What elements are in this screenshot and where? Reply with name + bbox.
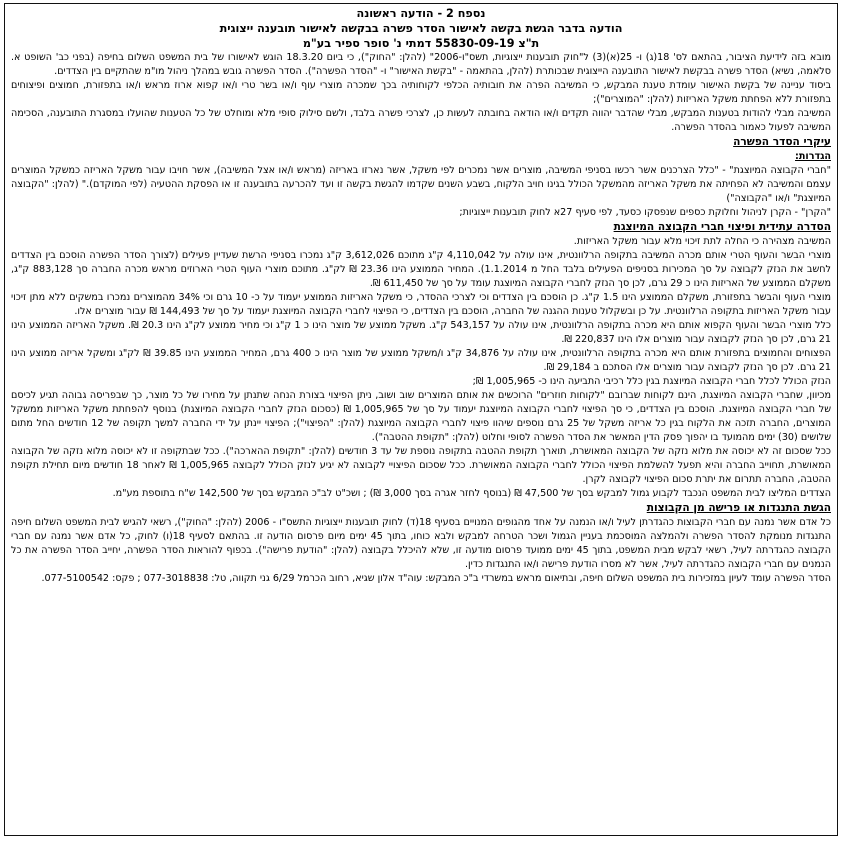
compensation-paragraph-8: ככל שסכום זה לא יכוסה את מלוא נזקה של הקבוצה המאושרת, תוארך תקופת ההטבה בתקופה נוספת של עד 3 חודשים (להלן: "תקופת ההארכה"). ככל שבתקופה זו לא יכוסה מלוא נזקה של הקבוצה המאושרת, תחוייב החברה והיא תפעל להשלמת הפיצוי הכולל לחברי הקבוצה המאושרת. ככל שסכום הפיצויי לקבוצה לא יגיע לנזק הכולל לקבוצה 1,005,965 ₪ לאחר 18 חודשים מיום תחילת תקופת ההטבה, החברה תתרום את יתרת סכום הפיצוי לקבוצה לקרן. [11, 446, 831, 485]
appendix-title: נספח 2 - הודעה ראשונה [356, 7, 486, 20]
case-title: ת"צ 55830-09-19 דמתי נ' סופר ספיר בע"מ [302, 37, 540, 50]
compensation-paragraph-3: מוצרי העוף והבשר בתפזורת, משקלם הממוצע הינו 1.5 ק"ג. כן הוסכם בין הצדדים וכי לצרכי ההסדר, כי משקל האריזות הממוצע יעמוד על כ- 10 גרם וכי 34% מהמוצרים נמכרו במשקים ללא מתן זיכוי עבור משקל האריזות בתקופה הרלוונטית. על כן ובשקלול טענות ההגנה של החברה, הוסכם בין הצדדים, כי הפיצוי לחברי הקבוצה המיוצגת יעמוד על סך של 144,493 ₪ עבור מוצרים אלו. [11, 292, 831, 317]
definitions-heading: הגדרות: [795, 151, 831, 162]
compensation-paragraph-7: מכיוון, שחברי הקבוצה המיוצגת, הינם לקוחות שברובם "לקוחות חוזרים" הרוכשים את אותם המוצרים שוב ושוב, ניתן הפיצוי בצורת הנחה שתנתן על מחירו של כל מוצר, כך שבפריסה גבוהה תגיע לכיסם של חברי הקבוצה המיוצגת. הוסכם בין הצדדים, כי סך הפיצוי לחברי הקבוצה המיוצגת יעמוד על סך של 1,005,965 ₪ (כסכום הנזק לחברי הקבוצה המיוצגת) בנוסף להפחתת משקל האריזות ממשקל המוצרים, החברה תזכה את הלקוח בגין כל אריזה משקל של 25 גרם נוספים שיהוו פיצוי לחברי הקבוצה המיוצגת (להלן: "הפיצוי"); הפיצוי יינתן על ידי החברה למשך תקופה של 12 חודשים החל מתום שלושים (30) ימים מהמועד בו יהפוך פסק הדין המאשר את הסדר הפשרה לסופי וחלוט (להלן: "תקופת ההטבה"). [11, 390, 832, 443]
compensation-paragraph-4: כלל מוצרי הבשר והעוף הקפוא אותם היא מכרה בתקופה הרלוונטית, אינו עולה על 543,157 ק"ג. משקל ממוצע של מוצר הינו כ 1 ק"ג וכי מחיר ממוצע לק"ג הינו 20.3 ₪. משקל האריזה הממוצע הינו 21 גרם, לכן סך הנזק לקבוצה עבור מוצרים אלו הינו 220,837 ₪. [11, 320, 831, 345]
compensation-paragraph-2: מוצרי הבשר והעוף הטרי אותם מכרה המשיבה בתקופה הרלוונטית, אינו עולה על 4,110,042 ק"ג מתוכם 3,612,026 ק"ג נמכרו בסניפי הרשת שעדיין פעילים (לצורך הסדר הפשרה הוסכם בין הצדדים לחשב את הנזק לקבוצה על סך המכירות בסניפים הפעילים בלבד החל מ 1.1.2014). המחיר הממוצע הינו 23.36 ₪ לק"ג. מתוכם מוצרי העוף הטרי הארוזים מראש מכרה החברה סך 883,128 ק"ג, משקלם הממוצע של האריזות הינו כ 29 גרם, לכן סך הנזק לחברי הקבוצה המיוצגת עומד על סך של 611,450 ₪. [11, 250, 831, 289]
compensation-paragraph-5: הפצוחים והחמוצים בתפזורת אותם היא מכרה בתקופה הרלוונטית, אינו עולה על 34,876 ק"ג ו/משקל ממוצע של מוצר הינו כ 400 גרם, המחיר הממוצע הינו 39.85 ₪ לק"ג ומשקל אריזה ממוצע הינו 21 גרם. לכן סך הנזק לקבוצה עבור מוצרים אלו הסתכם ב 29,184 ₪. [11, 348, 832, 373]
section-heading-objection: הגשת התנגדות או פרישה מן הקבוצות [646, 502, 831, 514]
definition-fund: "הקרן" - הקרן לניהול וחלוקת כספים שנפסקו כסעד, לפי סעיף 27א לחוק תובענות ייצוגיות; [459, 207, 831, 218]
section-heading-main-points: עיקרי הסדר הפשרה [733, 136, 831, 148]
compensation-paragraph-1: המשיבה מצהירה כי החלה לתת זיכוי מלא עבור משקל האריזות. [573, 236, 831, 247]
definition-represented-group: "חברי הקבוצה המיוצגת" - "כלל הצרכנים אשר רכשו בסניפי המשיבה, מוצרים אשר נמכרים לפי משקל, אשר נארזו באריזה (מראש ו/או אצל המשיבה), אשר חויבו עבור משקל האריזה כמשקל המוצרים עצמם והמשיבה לא הפחיתה את משקל האריזה מהמשקל הכולל בגינו חויב הלקוח, בשבע השנים שקדמו להגשת בקשה זו ועד להכרעה בתובענה זו או הפסקת ההטעיה (לפי המוקדם)." (להלן: "הקבוצה המיוצגת" ו/או "הקבוצה") [11, 165, 831, 204]
intro-paragraph-2: ביסוד עניינה של בקשת האישור עומדת טענת המבקש, כי המשיבה הפרה את חובותיה הכלפי לקוחותיה בכך שמכרה מוצרי עוף ו/או בשר טרי ו/או קפוא ארוז מראש ו/או בתפזורת, חמוצים ופיצוחים בתפזורת ללא הפחתת משקל האריזות (להלן: "המוצרים"); [11, 80, 831, 105]
notice-page [4, 3, 838, 836]
intro-paragraph-1: מובא בזה לידיעת הציבור, בהתאם לס' 18(ג) ו- 25(א)(3) ל"חוק תובענות ייצוגיות, תשס"ו-2006" (להלן: "החוק"), כי ביום 18.3.20 הוגש לאישורו של בית המשפט השלום בחיפה (בפני כב' השופט א. סלאמה, נשיא) הסדר פשרה בבקשת לאישור התובענה הייצוגית שבכותרת (להלן, בהתאמה - "בקשת האישור" ו- "הסדר הפשרה"). הסדר הפשרה גובש במהלך ניהול מו"מ שהתקיים בין הצדדים. [11, 52, 832, 77]
notice-title: הודעה בדבר הגשת בקשה לאישור הסדר פשרה בבקשה לאישור תובענה ייצוגית [219, 22, 623, 35]
compensation-paragraph-9: הצדדים המליצו לבית המשפט הנכבד לקבוע גמול למבקש בסך של 47,500 ₪ (בנוסף לחזר אגרה בסך 3,000 ₪) ; ושכ"ט לב"כ המבקש בסך של 142,500 ש"ח בתוספת מע"מ. [112, 488, 831, 499]
intro-paragraph-3: המשיבה מבלי להודות בטענות המבקש, מבלי שהדבר יהווה תקדים ו/או הודאה בחובתה לעשות כן, לצרכי פשרה בלבד, ולשם סילוק סופי מלא ומוחלט של כל הטענות שהועלו במסגרת התובענה, הסכימה המשיבה לפעול כאמור בהסדר הפשרה. [11, 108, 831, 133]
compensation-paragraph-6: הנזק הכולל לכלל חברי הקבוצה המיוצגת בגין כלל רכיבי התביעה הינו כ- 1,005,965 ₪; [472, 376, 831, 387]
section-heading-compensation: הסדרה עתידית ופיצוי חברי הקבוצה המיוצגת [613, 221, 831, 233]
contact-paragraph: הסדר הפשרה עומד לעיון במזכירות בית המשפט השלום חיפה, ובתיאום מראש במשרדי ב"כ המבקש: עוה"ד אלון שגיא, רחוב הכרמל 6/29 גני תקווה, טל: 077-3018838 ; פקס: 077-5100542. [41, 573, 831, 584]
objection-paragraph-1: כל אדם אשר נמנה עם חברי הקבוצות כהגדרתן לעיל ו/או הנמנה על אחד מהגופים המנויים בסעיף 18(ד) לחוק תובענות ייצוגיות התשס"ו - 2006 (להלן: "החוק"), רשאי להגיש לבית המשפט השלום חיפה התנגדות מנומקת להסדר הפשרה ולהמלצה המוסכמת בעניין הגמול ושכר הטרחה למבקש ולבא כוחו, בתוך 45 ימים מיום פרסום הודעה זו. בהתאם לסעיף 18(ו) לחוק, כל אדם אשר נמנה עם חברי הקבוצה כהגדרתה לעיל, רשאי לבקש מבית המשפט, בתוך 45 ימים ממועד פרסום מודעה זו, שלא להיכלל בקבוצה (להלן: "הודעת פרישה"). בכפוף להוראות הסדר הפשרה, יחייב הסדר הפשרה את כל הנמנים עם חברי הקבוצה כהגדרתה לעיל, אשר לא מסרו הודעת פרישה ו/או התנגדות כדין. [11, 517, 831, 570]
